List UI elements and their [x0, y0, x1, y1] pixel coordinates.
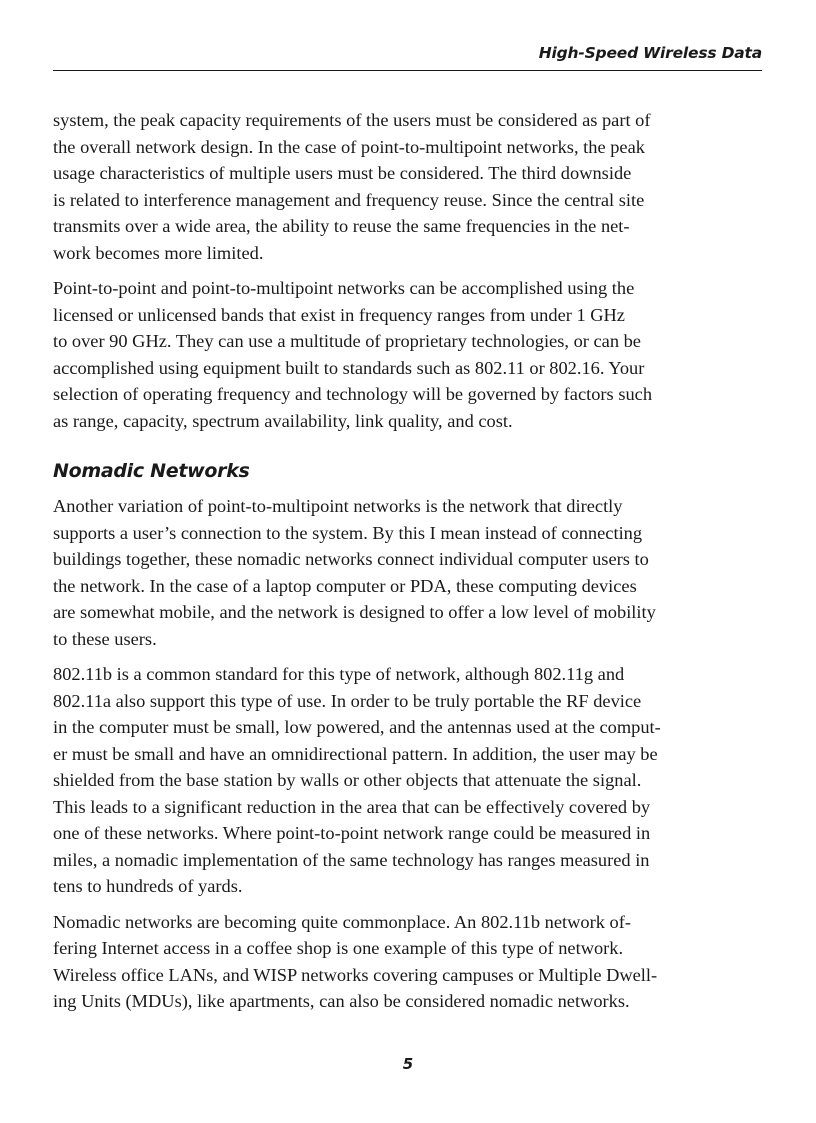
paragraph	[53, 107, 765, 266]
text-line: er must be small and have an omnidirectional pattern. In addition, the user may be	[53, 743, 658, 764]
body-text	[53, 107, 765, 1024]
text-line: to over 90 GHz. They can use a multitude of proprietary technologies, or can be	[53, 331, 641, 351]
text-line: supports a user’s connection to the system. By this I mean instead of connecting	[53, 522, 643, 543]
running-header: High-Speed Wireless Data	[538, 44, 762, 62]
text-line: buildings together, these nomadic networks connect individual computer users to	[53, 549, 649, 569]
text-line: one of these networks. Where point-to-point network range could be measured in	[53, 823, 651, 843]
text-line: fering Internet access in a coffee shop is one example of this type of network.	[53, 938, 624, 958]
text-line: is related to interference management and frequency reuse. Since the central site	[53, 189, 645, 210]
header-rule	[53, 70, 762, 71]
text-line: as range, capacity, spectrum availability, link quality, and cost.	[53, 410, 513, 431]
text-line: work becomes more limited.	[53, 242, 264, 263]
text-line: usage characteristics of multiple users must be considered. The third downside	[53, 163, 632, 183]
text-line: 802.11b is a common standard for this type of network, although 802.11g and	[53, 664, 625, 684]
paragraph	[53, 661, 765, 900]
text-line: to these users.	[53, 628, 157, 649]
text-line: accomplished using equipment built to standards such as 802.11 or 802.16. Your	[53, 357, 645, 378]
page-number: 5	[402, 1055, 414, 1073]
text-line: selection of operating frequency and technology will be governed by factors such	[53, 384, 653, 404]
text-line: the network. In the case of a laptop computer or PDA, these computing devices	[53, 575, 637, 596]
text-line: shielded from the base station by walls or other objects that attenuate the signal.	[53, 770, 642, 790]
text-line: are somewhat mobile, and the network is designed to offer a low level of mobility	[53, 602, 656, 622]
text-line: Nomadic networks are becoming quite commonplace. An 802.11b network of-	[53, 911, 631, 932]
text-line: 802.11a also support this type of use. In order to be truly portable the RF device	[53, 690, 642, 711]
text-line: This leads to a significant reduction in the area that can be effectively covered by	[53, 796, 651, 817]
text-line: ing Units (MDUs), like apartments, can also be considered nomadic networks.	[53, 991, 630, 1011]
text-line: Point-to-point and point-to-multipoint networks can be accomplished using the	[53, 278, 635, 298]
text-line: miles, a nomadic implementation of the same technology has ranges measured in	[53, 849, 650, 870]
text-line: the overall network design. In the case of point-to-multipoint networks, the peak	[53, 136, 645, 157]
text-line: system, the peak capacity requirements of the users must be considered as part of	[53, 110, 651, 130]
text-line: licensed or unlicensed bands that exist in frequency ranges from under 1 GHz	[53, 304, 625, 325]
section-heading: Nomadic Networks	[53, 460, 250, 482]
text-line: in the computer must be small, low powered, and the antennas used at the comput-	[53, 717, 661, 737]
text-line: tens to hundreds of yards.	[53, 876, 243, 896]
text-line: Another variation of point-to-multipoint networks is the network that directly	[53, 496, 623, 516]
text-line: transmits over a wide area, the ability to reuse the same frequencies in the net-	[53, 216, 630, 236]
paragraph	[53, 909, 765, 1015]
text-line: Wireless office LANs, and WISP networks covering campuses or Multiple Dwell-	[53, 964, 658, 985]
paragraph	[53, 493, 765, 652]
paragraph	[53, 275, 765, 434]
